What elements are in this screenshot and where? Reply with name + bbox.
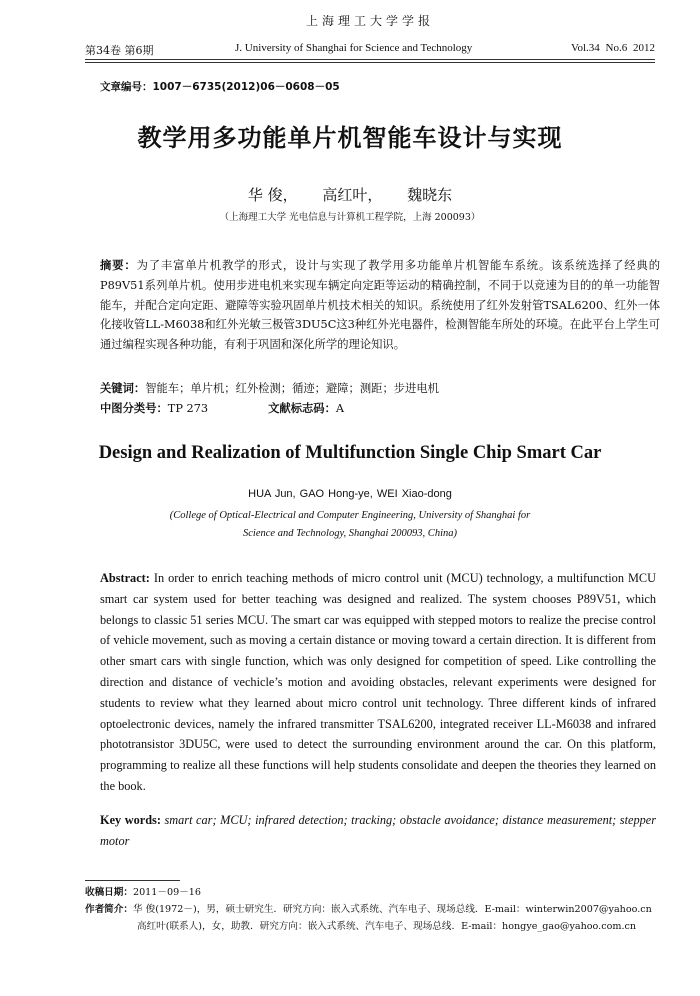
bio-label: 作者简介： (85, 904, 133, 915)
author-bio-1 (85, 901, 685, 918)
affiliation-cn: （上海理工大学 光电信息与计算机工程学院，上海 200093） (219, 212, 481, 223)
article-number: 文章编号：1007－6735(2012)06－0608－05 (100, 81, 340, 93)
abstract-cn-text: 为了丰富单片机教学的形式，设计与实现了教学用多功能单片机智能车系统。该系统选择了经典的P89V51系列单片机。使用步进电机来实现车辆定向定距等运动的精确控制，不同于以竞速为目的的单一功能智能车，并配合定向定距、避障等实验巩固单片机技术相关的知识。系统使用了红外发射管TSAL6200、红外一体化接收管LL-M6038和红外光敏三极管3DU5C这3种红外光电器件，检测智能车所处的环境。在此平台上学生可通过编程实现各种功能，有利于巩固和深化所学的理论知识。 (100, 259, 660, 352)
abstract-en (100, 568, 656, 797)
keywords-cn-text: 智能车；单片机；红外检测；循迹；避障；测距；步进电机 (145, 382, 439, 395)
abstract-cn-label: 摘要： (100, 259, 137, 272)
header-rule (85, 59, 655, 60)
author-bio-2 (85, 918, 685, 935)
footnote-rule (85, 880, 180, 881)
volume-issue-cn: 第34卷 第6期 (85, 44, 154, 57)
author-cn-2: 高红叶， (322, 186, 383, 204)
keywords-cn (100, 380, 439, 396)
affiliation-en-line-1: (College of Optical-Electrical and Computer Engineering, University of Shanghai for (169, 510, 531, 521)
bio-line-1: 华 俊(1972－)，男，硕士研究生．研究方向：嵌入式系统、汽车电子、现场总线．E-mail：winterwin2007@yahoo.cn (132, 904, 652, 915)
authors-en: HUA Jun, GAO Hong-ye, WEI Xiao-dong (248, 488, 452, 500)
footnotes (85, 884, 685, 935)
clc-value: TP 273 (167, 402, 209, 415)
doc-code-label: 文献标志码： (268, 402, 336, 415)
keywords-en-label: Key words: (100, 813, 161, 827)
received-value: 2011－09－16 (132, 887, 201, 898)
received-date (85, 884, 685, 901)
received-label: 收稿日期： (85, 887, 133, 898)
volume-issue-en: Vol.34 No.6 2012 (570, 42, 655, 54)
abstract-en-text: In order to enrich teaching methods of micro control unit (MCU) technology, a multifunction MCU smart car system used for better teaching was designed and realized. The system chooses P89V51, which belongs to classic 51 series MCU. The smart car was equipped with stepped motors to realize the precise control of vehicle movement, such as moving a certain distance or moving toward a certain direction. It is different from other smart cars with single function, which was only designed for competition of speed. Like controlling the direction and distance of vechicle’s motion and avoiding obstacles, relevant experiments were designed for students to review what they learned about micro control unit technology. Three different kinds of infrared optoelectronic devices, namely the infrared transmitter TSAL6200, integrated receiver LL-M6038 and infrared phototransistor 3DU5C, were used to detect the surrounding environment around the car. On this platform, programming to realize all these functions will help students consolidate and deepen the theories they learned on the book. (100, 571, 656, 793)
affiliation-en (0, 507, 700, 543)
classification-line (100, 400, 344, 416)
clc-label: 中图分类号： (100, 402, 168, 415)
author-cn-3: 魏晓东 (407, 186, 453, 204)
keywords-en (100, 810, 656, 852)
author-cn-1: 华 俊， (247, 186, 298, 204)
abstract-cn (100, 256, 660, 355)
keywords-cn-label: 关键词： (100, 382, 146, 395)
title-en: Design and Realization of Multifunction Single Chip Smart Car (98, 443, 602, 463)
authors-cn (0, 184, 700, 205)
doc-code-value: A (335, 402, 345, 415)
running-header (85, 12, 655, 62)
bio-line-2: 高红叶(联系人)，女，助教．研究方向：嵌入式系统、汽车电子、现场总线．E-mail：hongye_gao@yahoo.com.cn (137, 921, 637, 932)
title-cn: 教学用多功能单片机智能车设计与实现 (137, 124, 563, 152)
keywords-en-text: smart car; MCU; infrared detection; tracking; obstacle avoidance; distance measurement; stepper motor (100, 813, 657, 848)
affiliation-en-line-2: Science and Technology, Shanghai 200093, China) (243, 528, 457, 539)
journal-name-en: J. University of Shanghai for Science and Technology (235, 42, 473, 54)
abstract-en-label: Abstract: (100, 571, 150, 585)
journal-name-cn: 上海理工大学学报 (305, 14, 434, 28)
header-rule-thin (85, 62, 655, 63)
